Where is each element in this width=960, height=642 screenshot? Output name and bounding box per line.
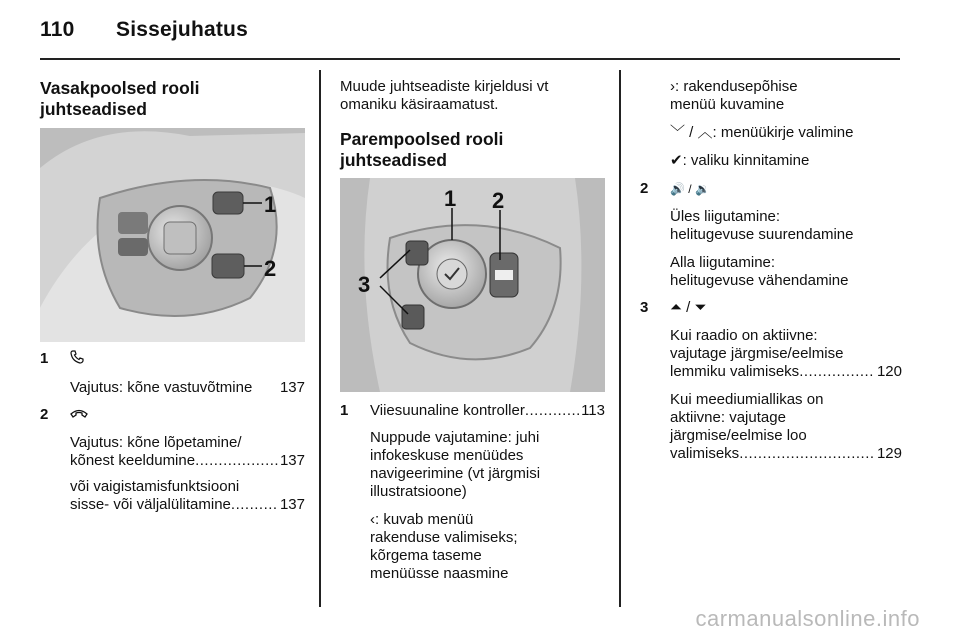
right-controls-illustration [340,178,605,392]
confirm-description [640,152,902,170]
right-direction-description [640,78,902,114]
desc-line: Kui raadio on aktiivne: [670,327,818,344]
middle-heading [340,129,605,171]
entry-page: 129 [876,445,902,462]
column-divider-1 [319,70,321,607]
desc-line: : rakendusepõhise [675,78,798,95]
middle-heading-line: juhtseadised [340,150,447,170]
desc-line: : menüükirje valimine [712,124,854,141]
item-number: 2 [640,180,649,197]
middle-column [340,78,605,171]
left-column [40,78,305,120]
entry-text: sisse- või väljalülitamine [70,496,231,513]
item-1 [40,350,305,397]
callout-3: 3 [358,272,371,297]
item-2 [40,406,305,514]
entry-page: 113 [581,402,605,419]
right-column [640,78,902,472]
item-1-entry [70,379,305,397]
item-2-entry-2 [70,478,305,514]
section-title: Sissejuhatus [116,18,248,41]
page-number: 110 [40,18,75,41]
entry-text: valimiseks [670,445,740,462]
callout-1: 1 [264,192,277,217]
left-heading [40,78,305,120]
volume-icons: 🔊 / 🔉 [670,182,710,196]
desc-line: helitugevuse suurendamine [670,226,854,243]
entry-text: või vaigistamisfunktsiooni [70,478,240,495]
desc-line: rakenduse valimiseks; [370,529,518,546]
desc-line: Üles liigutamine: [670,208,781,225]
desc-line: järgmise/eelmise loo [670,427,807,444]
hangup-icon [70,406,305,424]
desc-line: infokeskuse menüüdes [370,447,524,464]
middle-item-1 [340,402,605,583]
volume-up-description [670,208,902,244]
desc-line: aktiivne: vajutage [670,409,786,426]
column-divider-2 [619,70,621,607]
desc-line: helitugevuse vähendamine [670,272,849,289]
page-header [40,18,248,42]
entry-page: 120 [876,363,902,380]
checkmark-icon: ✔ [670,152,683,169]
left-heading-line: Vasakpoolsed rooli [40,78,200,98]
right-controls-photo [340,178,605,392]
left-controls-photo [40,128,305,342]
watermark: carmanualsonline.info [695,606,920,631]
desc-line: menüüsse naasmine [370,565,509,582]
middle-heading-line: Parempoolsed rooli [340,129,504,149]
entry-page: 137 [279,379,305,396]
updown-description [640,124,902,142]
left-items [40,350,305,523]
item-number: 1 [40,350,49,367]
entry-page: 137 [279,496,305,513]
phone-icon [70,350,305,369]
middle-items [340,402,605,592]
separator: / [685,124,698,141]
item-number: 1 [340,402,349,419]
entry-text: Viiesuunaline kontroller [370,402,525,419]
entry-text: lemmiku valimiseks [670,363,800,380]
intro-line: omaniku käsiraamatust. [340,96,499,113]
entry-text: Vajutus: kõne vastuvõtmine [70,379,253,396]
intro-line: Muude juhtseadiste kirjeldusi vt [340,78,549,95]
desc-line: navigeerimine (vt järgmisi [370,465,541,482]
desc-line: Nuppude vajutamine: juhi [370,429,540,446]
chevron-left-icon: ‹ [370,511,375,528]
right-item-2 [640,180,902,290]
media-description [670,391,902,463]
chevron-right-icon: › [670,78,675,95]
item-2-entry-1 [70,434,305,470]
header-rule [40,58,900,60]
desc-line: kõrgema taseme [370,547,482,564]
desc-line: illustratsioone) [370,483,467,500]
volume-down-description [670,254,902,290]
controller-description [370,429,605,501]
entry-text: Vajutus: kõne lõpetamine/ [70,434,242,451]
left-heading-line: juhtseadised [40,99,147,119]
left-direction-description [370,511,605,583]
desc-line: vajutage järgmise/eelmise [670,345,844,362]
entry-page: 137 [279,452,305,469]
desc-line: : valiku kinnitamine [682,152,810,169]
seek-icons: ⏶ / ⏷ [670,299,707,316]
desc-line: Kui meediumiallikas on [670,391,824,408]
callout-1: 1 [444,186,457,211]
callout-2: 2 [264,256,277,281]
desc-line: Alla liigutamine: [670,254,776,271]
right-item-3 [640,299,902,463]
chevron-down-icon: ﹀ [670,124,686,141]
item-number: 3 [640,299,649,316]
desc-line: : kuvab menüü [375,511,474,528]
left-controls-illustration [40,128,305,342]
chevron-up-icon: ︿ [697,124,713,141]
radio-description [670,327,902,381]
callout-2: 2 [492,188,505,213]
desc-line: menüü kuvamine [670,96,785,113]
entry-text: kõnest keeldumine [70,452,196,469]
item-number: 2 [40,406,49,423]
middle-item-1-entry [370,402,605,420]
